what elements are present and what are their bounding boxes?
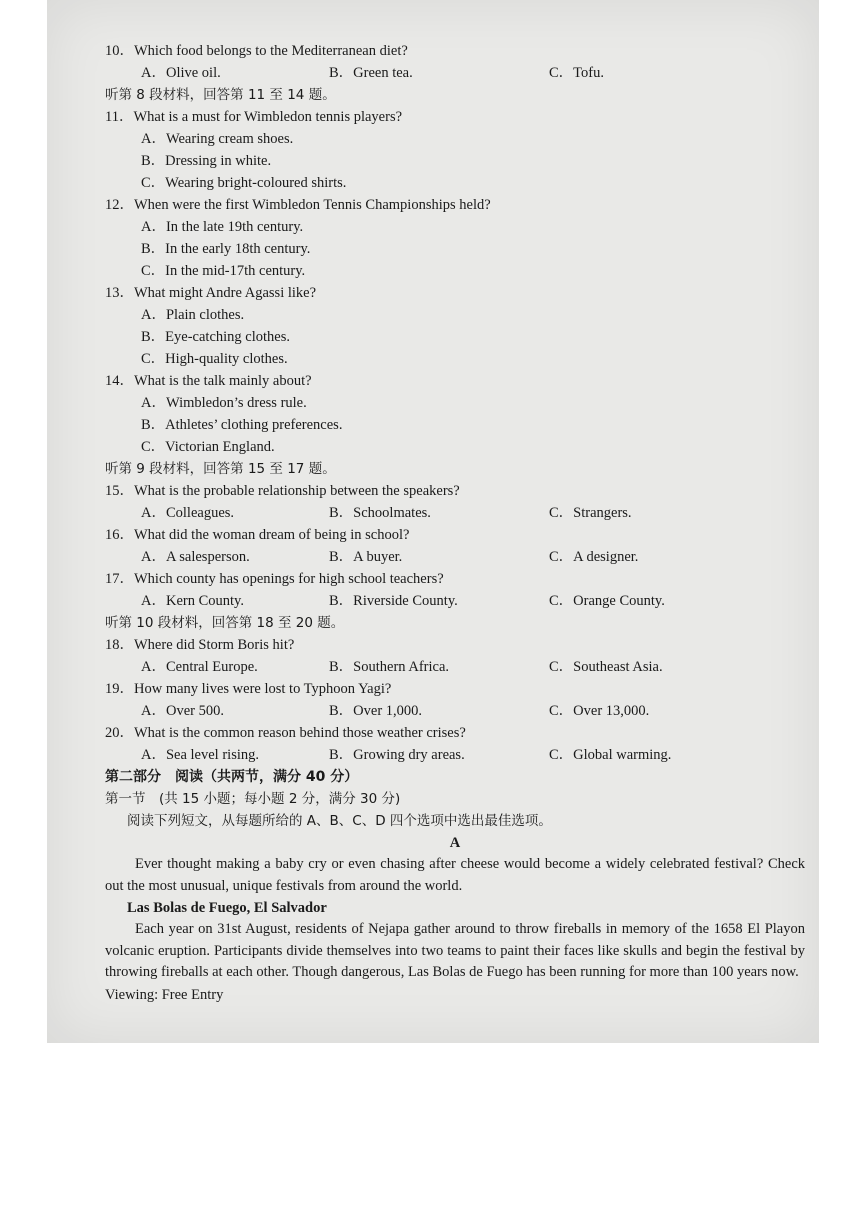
option-b[interactable]: B．Eye-catching clothes. [141, 329, 290, 345]
question-18: 18．Where did Storm Boris hit? [105, 637, 295, 653]
festival-description: Each year on 31st August, residents of Nejapa gather around to throw fireballs in memory of the 1658 El Playon volcanic eruption. Participants divide themselves into two teams to paint their faces like skulls and begin the festival by throwing fireballs at each other. Though dangerous, Las Bolas de Fuego has been running for more than 100 years now. [105, 921, 805, 980]
option-c[interactable]: C．Over 13,000. [549, 703, 650, 719]
question-12: 12．When were the first Wimbledon Tennis Championships held? [105, 197, 491, 213]
options-18 [105, 656, 805, 678]
option-b[interactable]: B．Riverside County. [329, 593, 458, 609]
option-b[interactable]: B．Southern Africa. [329, 659, 450, 675]
question-14: 14．What is the talk mainly about? [105, 373, 312, 389]
section-heading-10: 听第 10 段材料，回答第 18 至 20 题。 [105, 615, 345, 631]
option-a[interactable]: A．Over 500. [141, 703, 224, 719]
viewing-info: Viewing: Free Entry [105, 986, 224, 1003]
option-b[interactable]: B．Over 1,000. [329, 703, 423, 719]
option-c[interactable]: C．Strangers. [549, 505, 632, 521]
options-10 [105, 62, 805, 84]
option-b[interactable]: B．Schoolmates. [329, 505, 431, 521]
question-15: 15．What is the probable relationship between the speakers? [105, 483, 460, 499]
option-c[interactable]: C．Southeast Asia. [549, 659, 663, 675]
options-16 [105, 546, 805, 568]
exam-page [47, 0, 819, 1043]
passage-intro: Ever thought making a baby cry or even chasing after cheese would become a widely celebrated festival? Check out the most unusual, unique festivals from around the world. [105, 856, 805, 894]
question-19: 19．How many lives were lost to Typhoon Yagi? [105, 681, 392, 697]
question-16: 16．What did the woman dream of being in school? [105, 527, 410, 543]
option-c[interactable]: C．High-quality clothes. [141, 351, 288, 367]
option-b[interactable]: B．Growing dry areas. [329, 747, 465, 763]
option-b[interactable]: B．Green tea. [329, 65, 413, 81]
option-c[interactable]: C．A designer. [549, 549, 639, 565]
option-a[interactable]: A．Sea level rising. [141, 747, 259, 763]
option-a[interactable]: A．Plain clothes. [141, 307, 245, 323]
exam-content [105, 40, 805, 1006]
options-20 [105, 744, 805, 766]
option-b[interactable]: B．Dressing in white. [141, 153, 272, 169]
part-two-heading: 第二部分 阅读（共两节，满分 40 分） [105, 769, 359, 785]
option-b[interactable]: B．In the early 18th century. [141, 241, 311, 257]
section-one-heading: 第一节 (共 15 小题；每小题 2 分，满分 30 分) [105, 791, 401, 807]
option-a[interactable]: A．Olive oil. [141, 65, 221, 81]
festival-title: Las Bolas de Fuego, El Salvador [127, 900, 327, 916]
options-17 [105, 590, 805, 612]
options-19 [105, 700, 805, 722]
option-a[interactable]: A．A salesperson. [141, 549, 250, 565]
question-10: 10．Which food belongs to the Mediterranean diet? [105, 43, 408, 59]
option-a[interactable]: A．Wearing cream shoes. [141, 131, 294, 147]
option-a[interactable]: A．Wimbledon’s dress rule. [141, 395, 307, 411]
option-b[interactable]: B．A buyer. [329, 549, 403, 565]
option-a[interactable]: A．Central Europe. [141, 659, 258, 675]
section-heading-8: 听第 8 段材料，回答第 11 至 14 题。 [105, 87, 336, 103]
option-a[interactable]: A．Colleagues. [141, 505, 235, 521]
option-c[interactable]: C．In the mid-17th century. [141, 263, 306, 279]
section-heading-9: 听第 9 段材料，回答第 15 至 17 题。 [105, 461, 336, 477]
option-c[interactable]: C．Tofu. [549, 65, 604, 81]
option-c[interactable]: C．Orange County. [549, 593, 665, 609]
option-a[interactable]: A．In the late 19th century. [141, 219, 304, 235]
option-b[interactable]: B．Athletes’ clothing preferences. [141, 417, 343, 433]
options-15 [105, 502, 805, 524]
option-c[interactable]: C．Victorian England. [141, 439, 275, 455]
option-c[interactable]: C．Global warming. [549, 747, 672, 763]
passage-label: A [449, 835, 461, 851]
question-17: 17．Which county has openings for high school teachers? [105, 571, 444, 587]
option-c[interactable]: C．Wearing bright-coloured shirts. [141, 175, 347, 191]
question-11: 11．What is a must for Wimbledon tennis players? [105, 109, 403, 125]
option-a[interactable]: A．Kern County. [141, 593, 244, 609]
reading-instruction: 阅读下列短文，从每题所给的 A、B、C、D 四个选项中选出最佳选项。 [127, 813, 552, 829]
question-13: 13．What might Andre Agassi like? [105, 285, 317, 301]
question-20: 20．What is the common reason behind those weather crises? [105, 725, 466, 741]
